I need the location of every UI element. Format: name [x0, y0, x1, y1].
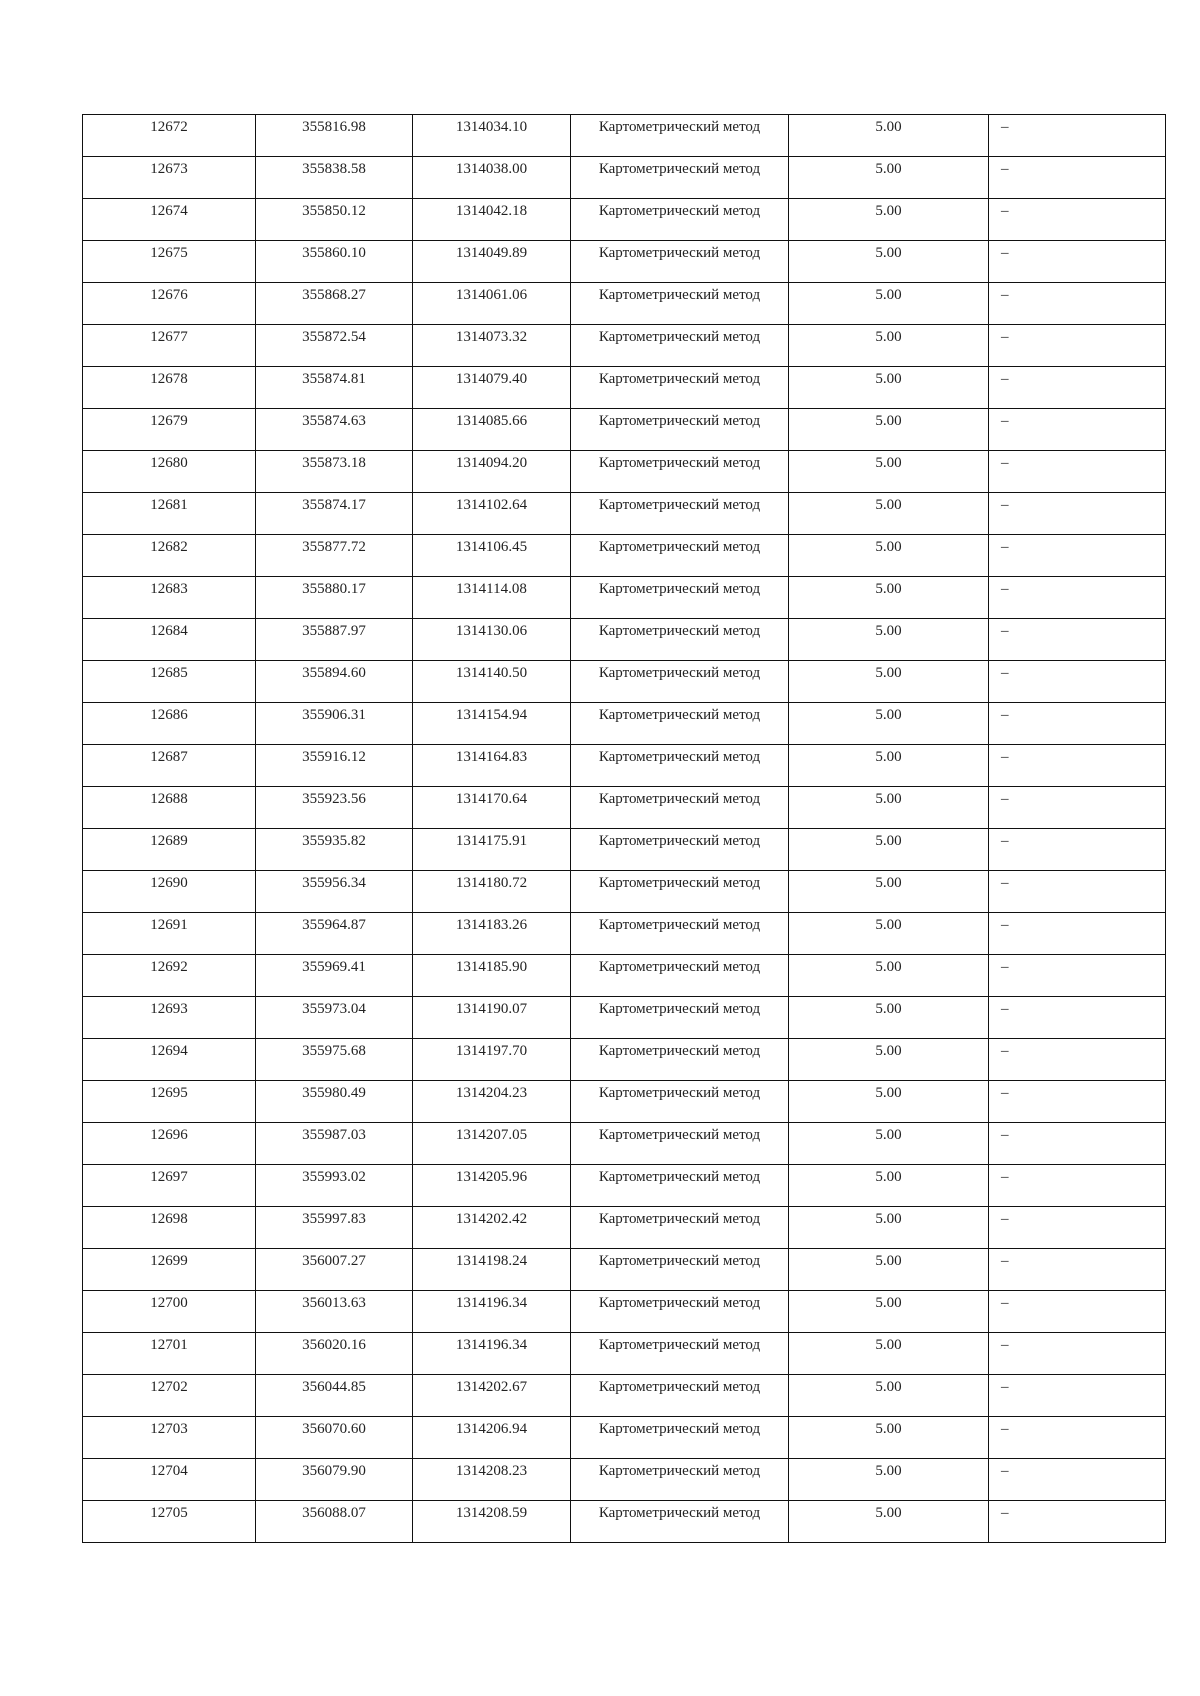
y-coordinate-cell: 1314190.07	[413, 997, 571, 1039]
accuracy-cell: 5.00	[789, 1123, 989, 1165]
x-coordinate-cell: 356079.90	[256, 1459, 413, 1501]
method-cell: Картометрический метод	[571, 283, 789, 325]
table-row	[83, 1123, 1166, 1165]
method-cell: Картометрический метод	[571, 199, 789, 241]
y-coordinate-cell: 1314197.70	[413, 1039, 571, 1081]
accuracy-cell: 5.00	[789, 619, 989, 661]
point-number-cell: 12702	[83, 1375, 256, 1417]
x-coordinate-cell: 355906.31	[256, 703, 413, 745]
table-row	[83, 787, 1166, 829]
method-cell: Картометрический метод	[571, 871, 789, 913]
point-number-cell: 12695	[83, 1081, 256, 1123]
accuracy-cell: 5.00	[789, 829, 989, 871]
accuracy-cell: 5.00	[789, 493, 989, 535]
table-row	[83, 871, 1166, 913]
point-number-cell: 12675	[83, 241, 256, 283]
point-number-cell: 12691	[83, 913, 256, 955]
table-row	[83, 241, 1166, 283]
method-cell: Картометрический метод	[571, 241, 789, 283]
x-coordinate-cell: 355980.49	[256, 1081, 413, 1123]
y-coordinate-cell: 1314196.34	[413, 1291, 571, 1333]
table-row	[83, 283, 1166, 325]
method-cell: Картометрический метод	[571, 1375, 789, 1417]
method-cell: Картометрический метод	[571, 493, 789, 535]
x-coordinate-cell: 355860.10	[256, 241, 413, 283]
y-coordinate-cell: 1314130.06	[413, 619, 571, 661]
point-number-cell: 12700	[83, 1291, 256, 1333]
accuracy-cell: 5.00	[789, 535, 989, 577]
note-cell: –	[989, 1333, 1166, 1375]
x-coordinate-cell: 355935.82	[256, 829, 413, 871]
x-coordinate-cell: 356088.07	[256, 1501, 413, 1543]
accuracy-cell: 5.00	[789, 1291, 989, 1333]
point-number-cell: 12697	[83, 1165, 256, 1207]
note-cell: –	[989, 1291, 1166, 1333]
point-number-cell: 12681	[83, 493, 256, 535]
method-cell: Картометрический метод	[571, 1207, 789, 1249]
method-cell: Картометрический метод	[571, 157, 789, 199]
note-cell: –	[989, 1501, 1166, 1543]
x-coordinate-cell: 355916.12	[256, 745, 413, 787]
x-coordinate-cell: 355894.60	[256, 661, 413, 703]
accuracy-cell: 5.00	[789, 199, 989, 241]
note-cell: –	[989, 1207, 1166, 1249]
note-cell: –	[989, 703, 1166, 745]
table-row	[83, 997, 1166, 1039]
accuracy-cell: 5.00	[789, 997, 989, 1039]
accuracy-cell: 5.00	[789, 115, 989, 157]
y-coordinate-cell: 1314198.24	[413, 1249, 571, 1291]
accuracy-cell: 5.00	[789, 241, 989, 283]
point-number-cell: 12698	[83, 1207, 256, 1249]
accuracy-cell: 5.00	[789, 1039, 989, 1081]
accuracy-cell: 5.00	[789, 1333, 989, 1375]
method-cell: Картометрический метод	[571, 955, 789, 997]
y-coordinate-cell: 1314164.83	[413, 745, 571, 787]
y-coordinate-cell: 1314154.94	[413, 703, 571, 745]
coordinates-table	[82, 114, 1166, 1543]
table-row	[83, 1249, 1166, 1291]
point-number-cell: 12693	[83, 997, 256, 1039]
y-coordinate-cell: 1314170.64	[413, 787, 571, 829]
y-coordinate-cell: 1314208.23	[413, 1459, 571, 1501]
accuracy-cell: 5.00	[789, 367, 989, 409]
x-coordinate-cell: 356020.16	[256, 1333, 413, 1375]
accuracy-cell: 5.00	[789, 787, 989, 829]
y-coordinate-cell: 1314207.05	[413, 1123, 571, 1165]
point-number-cell: 12701	[83, 1333, 256, 1375]
table-row	[83, 1207, 1166, 1249]
x-coordinate-cell: 355975.68	[256, 1039, 413, 1081]
point-number-cell: 12687	[83, 745, 256, 787]
x-coordinate-cell: 356044.85	[256, 1375, 413, 1417]
table-row	[83, 409, 1166, 451]
point-number-cell: 12688	[83, 787, 256, 829]
table-row	[83, 115, 1166, 157]
table-row	[83, 1459, 1166, 1501]
table-body	[83, 115, 1166, 1543]
x-coordinate-cell: 355880.17	[256, 577, 413, 619]
method-cell: Картометрический метод	[571, 1333, 789, 1375]
accuracy-cell: 5.00	[789, 1249, 989, 1291]
note-cell: –	[989, 745, 1166, 787]
x-coordinate-cell: 355874.63	[256, 409, 413, 451]
accuracy-cell: 5.00	[789, 913, 989, 955]
table-row	[83, 1333, 1166, 1375]
point-number-cell: 12672	[83, 115, 256, 157]
y-coordinate-cell: 1314038.00	[413, 157, 571, 199]
x-coordinate-cell: 355868.27	[256, 283, 413, 325]
point-number-cell: 12694	[83, 1039, 256, 1081]
x-coordinate-cell: 355969.41	[256, 955, 413, 997]
table-row	[83, 661, 1166, 703]
table-row	[83, 745, 1166, 787]
point-number-cell: 12676	[83, 283, 256, 325]
table-row	[83, 1081, 1166, 1123]
note-cell: –	[989, 913, 1166, 955]
table-row	[83, 493, 1166, 535]
point-number-cell: 12696	[83, 1123, 256, 1165]
y-coordinate-cell: 1314042.18	[413, 199, 571, 241]
point-number-cell: 12673	[83, 157, 256, 199]
method-cell: Картометрический метод	[571, 913, 789, 955]
x-coordinate-cell: 355850.12	[256, 199, 413, 241]
method-cell: Картометрический метод	[571, 451, 789, 493]
y-coordinate-cell: 1314196.34	[413, 1333, 571, 1375]
note-cell: –	[989, 1081, 1166, 1123]
x-coordinate-cell: 355874.17	[256, 493, 413, 535]
x-coordinate-cell: 355873.18	[256, 451, 413, 493]
note-cell: –	[989, 1417, 1166, 1459]
method-cell: Картометрический метод	[571, 1249, 789, 1291]
y-coordinate-cell: 1314085.66	[413, 409, 571, 451]
point-number-cell: 12674	[83, 199, 256, 241]
note-cell: –	[989, 451, 1166, 493]
method-cell: Картометрический метод	[571, 1123, 789, 1165]
accuracy-cell: 5.00	[789, 703, 989, 745]
method-cell: Картометрический метод	[571, 619, 789, 661]
accuracy-cell: 5.00	[789, 409, 989, 451]
note-cell: –	[989, 1375, 1166, 1417]
x-coordinate-cell: 355887.97	[256, 619, 413, 661]
method-cell: Картометрический метод	[571, 829, 789, 871]
table-row	[83, 913, 1166, 955]
x-coordinate-cell: 355997.83	[256, 1207, 413, 1249]
x-coordinate-cell: 356070.60	[256, 1417, 413, 1459]
accuracy-cell: 5.00	[789, 157, 989, 199]
point-number-cell: 12689	[83, 829, 256, 871]
point-number-cell: 12684	[83, 619, 256, 661]
y-coordinate-cell: 1314106.45	[413, 535, 571, 577]
note-cell: –	[989, 871, 1166, 913]
note-cell: –	[989, 1165, 1166, 1207]
point-number-cell: 12677	[83, 325, 256, 367]
note-cell: –	[989, 157, 1166, 199]
x-coordinate-cell: 356007.27	[256, 1249, 413, 1291]
method-cell: Картометрический метод	[571, 661, 789, 703]
y-coordinate-cell: 1314094.20	[413, 451, 571, 493]
x-coordinate-cell: 355816.98	[256, 115, 413, 157]
note-cell: –	[989, 955, 1166, 997]
accuracy-cell: 5.00	[789, 1501, 989, 1543]
note-cell: –	[989, 325, 1166, 367]
accuracy-cell: 5.00	[789, 1165, 989, 1207]
note-cell: –	[989, 199, 1166, 241]
note-cell: –	[989, 619, 1166, 661]
table-row	[83, 1165, 1166, 1207]
y-coordinate-cell: 1314202.67	[413, 1375, 571, 1417]
note-cell: –	[989, 241, 1166, 283]
table-row	[83, 619, 1166, 661]
method-cell: Картометрический метод	[571, 745, 789, 787]
point-number-cell: 12680	[83, 451, 256, 493]
table-row	[83, 955, 1166, 997]
point-number-cell: 12682	[83, 535, 256, 577]
accuracy-cell: 5.00	[789, 661, 989, 703]
table-row	[83, 157, 1166, 199]
note-cell: –	[989, 283, 1166, 325]
y-coordinate-cell: 1314208.59	[413, 1501, 571, 1543]
y-coordinate-cell: 1314061.06	[413, 283, 571, 325]
table-row	[83, 1291, 1166, 1333]
x-coordinate-cell: 356013.63	[256, 1291, 413, 1333]
accuracy-cell: 5.00	[789, 871, 989, 913]
y-coordinate-cell: 1314180.72	[413, 871, 571, 913]
note-cell: –	[989, 829, 1166, 871]
note-cell: –	[989, 997, 1166, 1039]
point-number-cell: 12705	[83, 1501, 256, 1543]
y-coordinate-cell: 1314114.08	[413, 577, 571, 619]
note-cell: –	[989, 535, 1166, 577]
point-number-cell: 12690	[83, 871, 256, 913]
method-cell: Картометрический метод	[571, 577, 789, 619]
accuracy-cell: 5.00	[789, 1081, 989, 1123]
method-cell: Картометрический метод	[571, 1081, 789, 1123]
note-cell: –	[989, 1459, 1166, 1501]
accuracy-cell: 5.00	[789, 451, 989, 493]
x-coordinate-cell: 355993.02	[256, 1165, 413, 1207]
table-row	[83, 829, 1166, 871]
note-cell: –	[989, 1039, 1166, 1081]
method-cell: Картометрический метод	[571, 1291, 789, 1333]
accuracy-cell: 5.00	[789, 745, 989, 787]
method-cell: Картометрический метод	[571, 1459, 789, 1501]
table-row	[83, 703, 1166, 745]
accuracy-cell: 5.00	[789, 283, 989, 325]
table-row	[83, 451, 1166, 493]
accuracy-cell: 5.00	[789, 1459, 989, 1501]
note-cell: –	[989, 493, 1166, 535]
point-number-cell: 12679	[83, 409, 256, 451]
method-cell: Картометрический метод	[571, 787, 789, 829]
accuracy-cell: 5.00	[789, 955, 989, 997]
x-coordinate-cell: 355874.81	[256, 367, 413, 409]
point-number-cell: 12685	[83, 661, 256, 703]
table-row	[83, 1375, 1166, 1417]
point-number-cell: 12703	[83, 1417, 256, 1459]
method-cell: Картометрический метод	[571, 997, 789, 1039]
note-cell: –	[989, 577, 1166, 619]
y-coordinate-cell: 1314079.40	[413, 367, 571, 409]
y-coordinate-cell: 1314183.26	[413, 913, 571, 955]
y-coordinate-cell: 1314204.23	[413, 1081, 571, 1123]
x-coordinate-cell: 355838.58	[256, 157, 413, 199]
y-coordinate-cell: 1314175.91	[413, 829, 571, 871]
note-cell: –	[989, 661, 1166, 703]
x-coordinate-cell: 355956.34	[256, 871, 413, 913]
x-coordinate-cell: 355973.04	[256, 997, 413, 1039]
y-coordinate-cell: 1314102.64	[413, 493, 571, 535]
table-row	[83, 367, 1166, 409]
accuracy-cell: 5.00	[789, 577, 989, 619]
table-row	[83, 199, 1166, 241]
y-coordinate-cell: 1314034.10	[413, 115, 571, 157]
x-coordinate-cell: 355964.87	[256, 913, 413, 955]
method-cell: Картометрический метод	[571, 535, 789, 577]
accuracy-cell: 5.00	[789, 1375, 989, 1417]
method-cell: Картометрический метод	[571, 1417, 789, 1459]
method-cell: Картометрический метод	[571, 115, 789, 157]
method-cell: Картометрический метод	[571, 325, 789, 367]
method-cell: Картометрический метод	[571, 409, 789, 451]
x-coordinate-cell: 355923.56	[256, 787, 413, 829]
note-cell: –	[989, 1249, 1166, 1291]
table-row	[83, 535, 1166, 577]
y-coordinate-cell: 1314049.89	[413, 241, 571, 283]
point-number-cell: 12699	[83, 1249, 256, 1291]
point-number-cell: 12686	[83, 703, 256, 745]
y-coordinate-cell: 1314185.90	[413, 955, 571, 997]
table-row	[83, 1417, 1166, 1459]
y-coordinate-cell: 1314206.94	[413, 1417, 571, 1459]
point-number-cell: 12678	[83, 367, 256, 409]
y-coordinate-cell: 1314140.50	[413, 661, 571, 703]
y-coordinate-cell: 1314073.32	[413, 325, 571, 367]
table-row	[83, 1501, 1166, 1543]
note-cell: –	[989, 409, 1166, 451]
table-row	[83, 577, 1166, 619]
y-coordinate-cell: 1314205.96	[413, 1165, 571, 1207]
accuracy-cell: 5.00	[789, 325, 989, 367]
accuracy-cell: 5.00	[789, 1207, 989, 1249]
method-cell: Картометрический метод	[571, 1501, 789, 1543]
note-cell: –	[989, 115, 1166, 157]
method-cell: Картометрический метод	[571, 703, 789, 745]
x-coordinate-cell: 355987.03	[256, 1123, 413, 1165]
point-number-cell: 12704	[83, 1459, 256, 1501]
x-coordinate-cell: 355877.72	[256, 535, 413, 577]
accuracy-cell: 5.00	[789, 1417, 989, 1459]
method-cell: Картометрический метод	[571, 367, 789, 409]
x-coordinate-cell: 355872.54	[256, 325, 413, 367]
table-row	[83, 325, 1166, 367]
method-cell: Картометрический метод	[571, 1039, 789, 1081]
method-cell: Картометрический метод	[571, 1165, 789, 1207]
note-cell: –	[989, 787, 1166, 829]
point-number-cell: 12683	[83, 577, 256, 619]
table-row	[83, 1039, 1166, 1081]
point-number-cell: 12692	[83, 955, 256, 997]
note-cell: –	[989, 367, 1166, 409]
y-coordinate-cell: 1314202.42	[413, 1207, 571, 1249]
note-cell: –	[989, 1123, 1166, 1165]
